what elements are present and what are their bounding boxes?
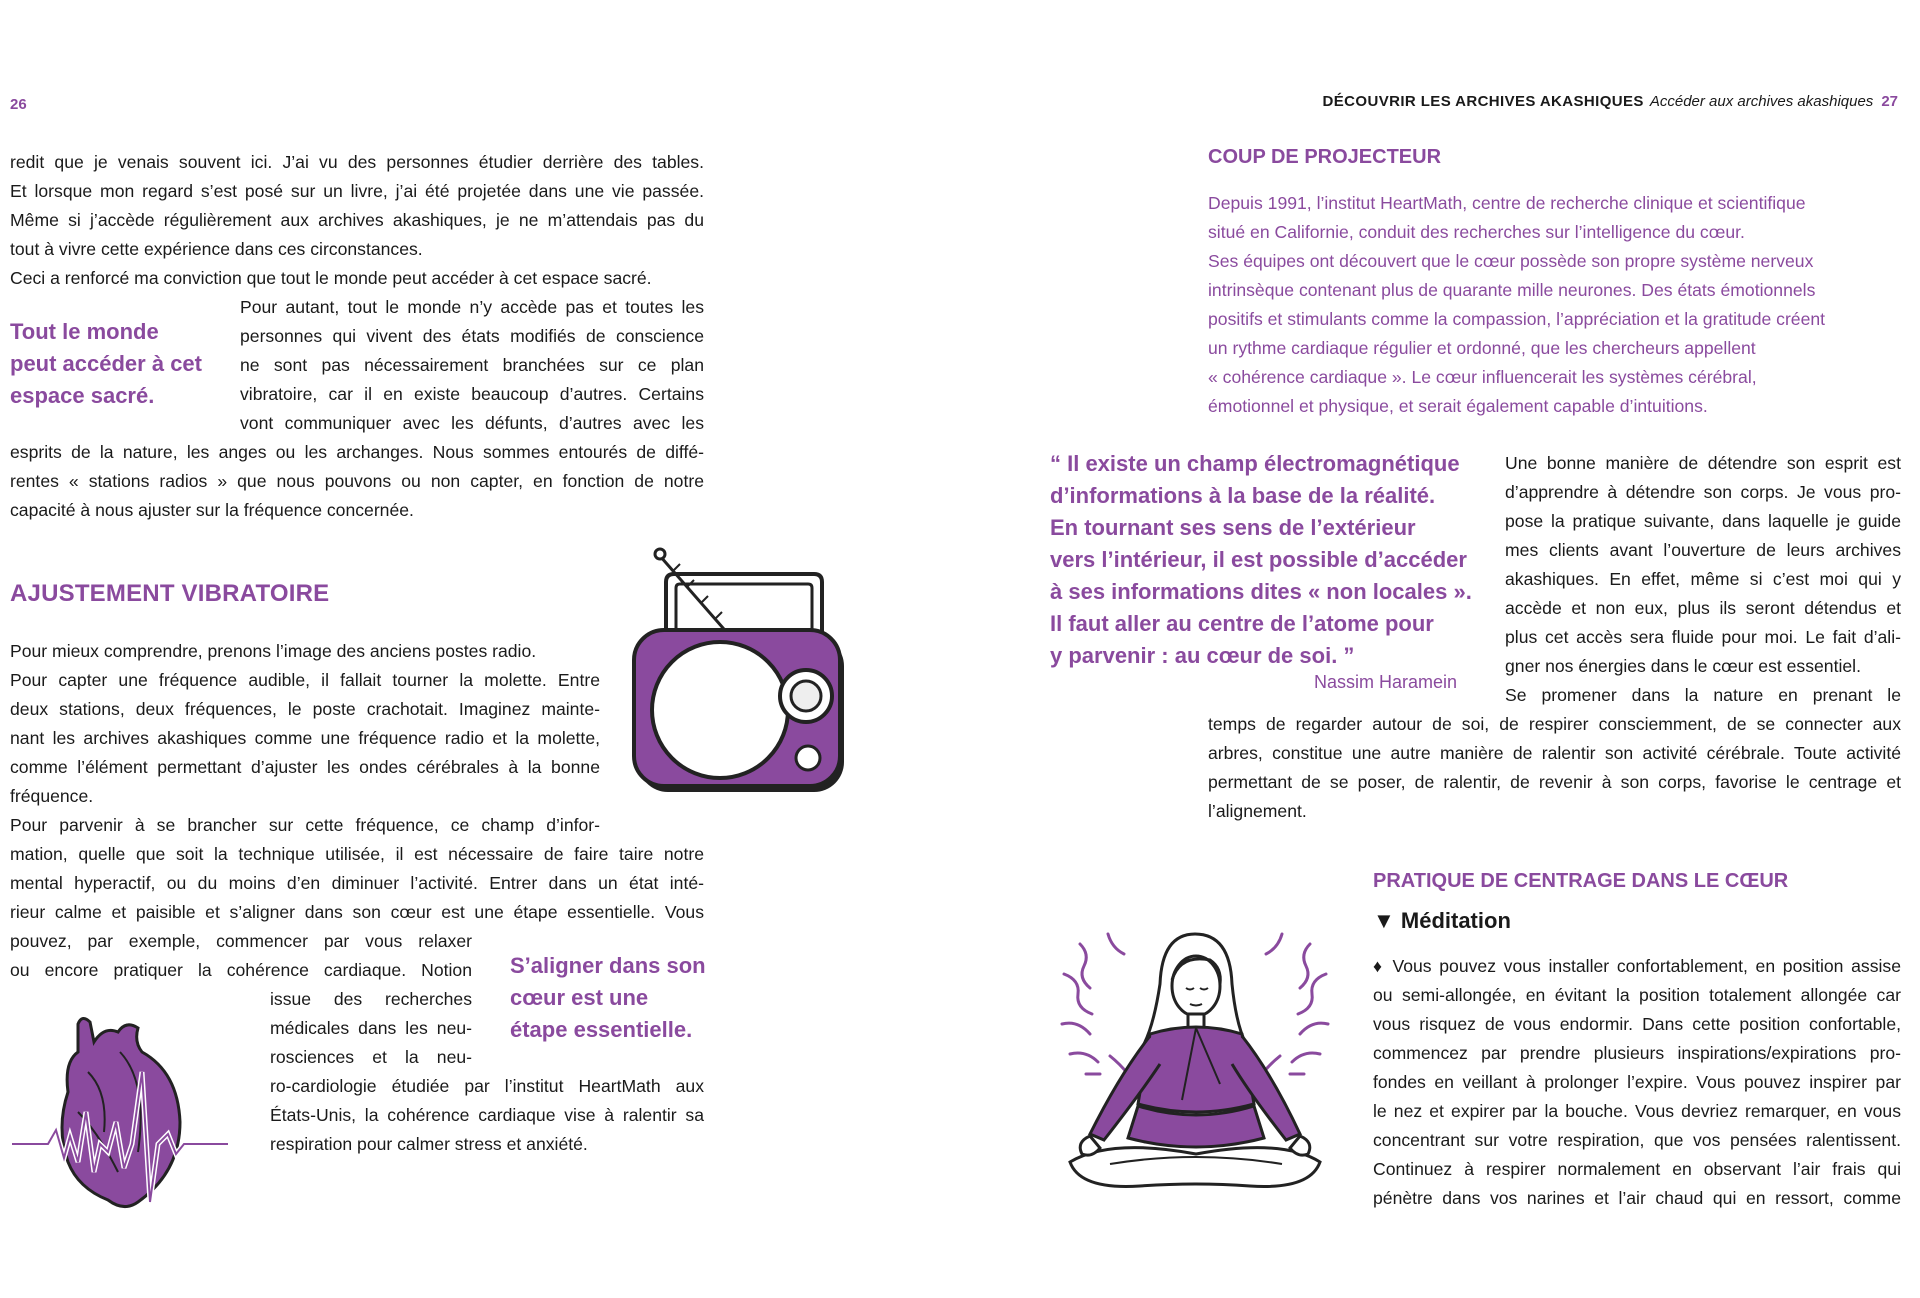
coherence-paragraph-b (270, 985, 472, 1072)
continued-paragraph (10, 438, 704, 525)
text-line: arbres, constitue une autre manière de ralentir son activité cérébrale. Toute activité (1208, 743, 1901, 763)
radio-paragraph (10, 637, 600, 840)
narrow-paragraph (240, 293, 704, 438)
text-line: intrinsèque contenant plus de quarante mille neurones. Des états émotionnels (1208, 280, 1816, 300)
pull-quote-line: S’aligner dans son (510, 953, 706, 978)
text-line: ne sont pas nécessairement branchées sur ce plan (240, 355, 704, 375)
text-line: Même si j’accède régulièrement aux archives akashiques, je ne m’attendais pas du (10, 210, 704, 230)
text-line: Pour capter une fréquence audible, il fallait tourner la molette. Entre (10, 670, 600, 690)
radio-icon (630, 536, 850, 796)
text-line: Se promener dans la nature en prenant le (1505, 685, 1901, 705)
relaxation-paragraph (1505, 449, 1901, 710)
pull-quote-line: étape essentielle. (510, 1017, 693, 1042)
header-title: DÉCOUVRIR LES ARCHIVES AKASHIQUES (1322, 93, 1644, 110)
text-line: vont communiquer avec les défunts, d’autres avec les (240, 413, 704, 433)
text-line: d’apprendre à détendre son corps. Je vous pro- (1505, 482, 1901, 502)
text-line: Ceci a renforcé ma conviction que tout le monde peut accéder à cet espace sacré. (10, 268, 652, 288)
text-line: akashiques. En effet, même si c’est moi qui y (1505, 569, 1901, 589)
text-line: commencez par prendre plusieurs inspirations/expirations pro- (1373, 1043, 1901, 1063)
pull-quote-line: cœur est une (510, 985, 649, 1010)
text-line: respiration pour calmer stress et anxiété. (270, 1134, 588, 1154)
text-line: « cohérence cardiaque ». Le cœur influencerait les systèmes cérébral, (1208, 367, 1757, 387)
coherence-paragraph-c (270, 1072, 704, 1159)
text-line: Pour mieux comprendre, prenons l’image des anciens postes radio. (10, 641, 537, 661)
text-line: gner nos énergies dans le cœur est essentiel. (1505, 656, 1861, 676)
alignment-paragraph (10, 840, 704, 927)
text-line: un rythme cardiaque régulier et ordonné, que les chercheurs appellent (1208, 338, 1756, 358)
left-page-number: 26 (10, 96, 27, 113)
text-line: accède et non eux, plus ils seront détendus et (1505, 598, 1901, 618)
text-line: nant les archives akashiques comme une fréquence radio et la molette, (10, 728, 600, 748)
text-line: issue des recherches (270, 989, 472, 1009)
text-line: Une bonne manière de détendre son esprit est (1505, 453, 1901, 473)
text-line: l’alignement. (1208, 801, 1307, 821)
text-line: Ses équipes ont découvert que le cœur possède son propre système nerveux (1208, 251, 1814, 271)
pull-quote-sacred-space (10, 316, 202, 412)
text-line: pénètre dans vos narines et l’air chaud qui en ressort, comme (1373, 1188, 1901, 1208)
text-line: tout à vivre cette expérience dans ces circonstances. (10, 239, 423, 259)
text-line: permettant de se poser, de ralentir, de revenir à son corps, favorise le centrage et (1208, 772, 1901, 792)
right-page-number: 27 (1881, 93, 1898, 110)
text-line: Depuis 1991, l’institut HeartMath, centre de recherche clinique et scientifique (1208, 193, 1806, 213)
text-line: émotionnel et physique, et serait également capable d’intuitions. (1208, 396, 1708, 416)
quote-line: vers l’intérieur, il est possible d’accéder (1050, 547, 1467, 572)
meditation-subtitle: ▼ Méditation (1373, 908, 1511, 933)
text-line: Pour parvenir à se brancher sur cette fréquence, ce champ d’infor- (10, 815, 600, 835)
text-line: ♦ Vous pouvez vous installer confortablement, en position assise (1373, 956, 1901, 976)
text-line: Continuez à respirer normalement en observant l’air frais qui (1373, 1159, 1901, 1179)
coherence-paragraph-a (10, 927, 472, 985)
text-line: médicales dans les neu- (270, 1018, 472, 1038)
header-subtitle: Accéder aux archives akashiques (1649, 93, 1874, 110)
text-line: pouvez, par exemple, commencer par vous relaxer (10, 931, 472, 951)
text-line: situé en Californie, conduit des recherches sur l’intelligence du cœur. (1208, 222, 1745, 242)
text-line: vous risquez de vous endormir. Dans cette position confortable, (1373, 1014, 1901, 1034)
text-line: plus cet accès sera fluide pour moi. Le fait d’ali- (1505, 627, 1901, 647)
quote-author: Nassim Haramein (1314, 672, 1458, 692)
quote-line: à ses informations dites « non locales ». (1050, 579, 1472, 604)
running-header (1323, 93, 1898, 110)
text-line: Pour autant, tout le monde n’y accède pas et toutes les (240, 297, 704, 317)
pull-quote-line: espace sacré. (10, 383, 155, 408)
radio-illustration (630, 536, 850, 796)
anatomical-heart-illustration (8, 1012, 232, 1212)
quote-line: “ Il existe un champ électromagnétique (1050, 451, 1460, 476)
text-line: fondes en veillant à prolonger l’expire. Vous pouvez inspirer par (1373, 1072, 1901, 1092)
text-line: mation, quelle que soit la technique utilisée, il est nécessaire de faire taire notre (10, 844, 704, 864)
text-line: mes clients avant l’ouverture de leurs archives (1505, 540, 1901, 560)
heart-icon (8, 1012, 232, 1212)
text-line: comme l’élément permettant d’ajuster les ondes cérébrales à la bonne (10, 757, 600, 777)
quote-line: Il faut aller au centre de l’atome pour (1050, 611, 1434, 636)
text-line: esprits de la nature, les anges ou les archanges. Nous sommes entourés de diffé- (10, 442, 704, 462)
text-line: redit que je venais souvent ici. J’ai vu des personnes étudier derrière des tables. (10, 152, 704, 172)
text-line: le nez et expirer par la bouche. Vous devriez remarquer, en vous (1373, 1101, 1901, 1121)
text-line: rieur calme et paisible et s’aligner dans son cœur est une étape essentielle. Vous (10, 902, 704, 922)
pull-quote-line: Tout le monde (10, 319, 159, 344)
meditation-icon (1050, 924, 1340, 1214)
practice-title: PRATIQUE DE CENTRAGE DANS LE CŒUR (1373, 870, 1789, 892)
text-line: rosciences et la neu- (270, 1047, 472, 1067)
text-line: temps de regarder autour de soi, de respirer consciemment, de se connecter aux (1208, 714, 1901, 734)
spotlight-title: COUP DE PROJECTEUR (1208, 146, 1442, 168)
text-line: capacité à nous ajuster sur la fréquence concernée. (10, 500, 414, 520)
text-line: pose la pratique suivante, dans laquelle je guide (1505, 511, 1901, 531)
text-line: rentes « stations radios » que nous pouvons ou non capter, en fonction de notre (10, 471, 704, 491)
text-line: mental hyperactif, ou du moins d’en diminuer l’activité. Entrer dans un état inté- (10, 873, 704, 893)
nature-paragraph (1208, 710, 1901, 826)
quote-line: En tournant ses sens de l’extérieur (1050, 515, 1416, 540)
text-line: positifs et stimulants comme la compassion, l’appréciation et la gratitude créent (1208, 309, 1826, 329)
text-line: fréquence. (10, 786, 94, 806)
section-title-vibratory: AJUSTEMENT VIBRATOIRE (10, 580, 330, 607)
text-line: personnes qui vivent des états modifiés de conscience (240, 326, 704, 346)
text-line: concentrant sur votre respiration, que vos pensées ralentissent. (1373, 1130, 1901, 1150)
text-line: ro-cardiologie étudiée par l’institut HeartMath aux (270, 1076, 704, 1096)
text-line: vibratoire, car il en existe beaucoup d’autres. Certains (240, 384, 704, 404)
spotlight-paragraph (1208, 189, 1898, 421)
meditation-paragraph (1373, 952, 1901, 1213)
quote-line: y parvenir : au cœur de soi. ” (1050, 643, 1355, 668)
text-line: deux stations, deux fréquences, le poste crachotait. Imaginez mainte- (10, 699, 600, 719)
text-line: Et lorsque mon regard s’est posé sur un livre, j’ai été projetée dans une vie passée. (10, 181, 704, 201)
pull-quote-line: peut accéder à cet (10, 351, 202, 376)
quote-line: d’informations à la base de la réalité. (1050, 483, 1436, 508)
text-line: ou semi-allongée, en évitant la position totalement allongée car (1373, 985, 1901, 1005)
text-line: États-Unis, la cohérence cardiaque vise à ralentir sa (270, 1105, 704, 1125)
text-line: ou encore pratiquer la cohérence cardiaque. Notion (10, 960, 472, 980)
intro-paragraph (10, 148, 704, 293)
meditating-woman-illustration (1050, 924, 1340, 1214)
pull-quote-heart (510, 950, 706, 1046)
haramein-quote (1050, 448, 1490, 672)
